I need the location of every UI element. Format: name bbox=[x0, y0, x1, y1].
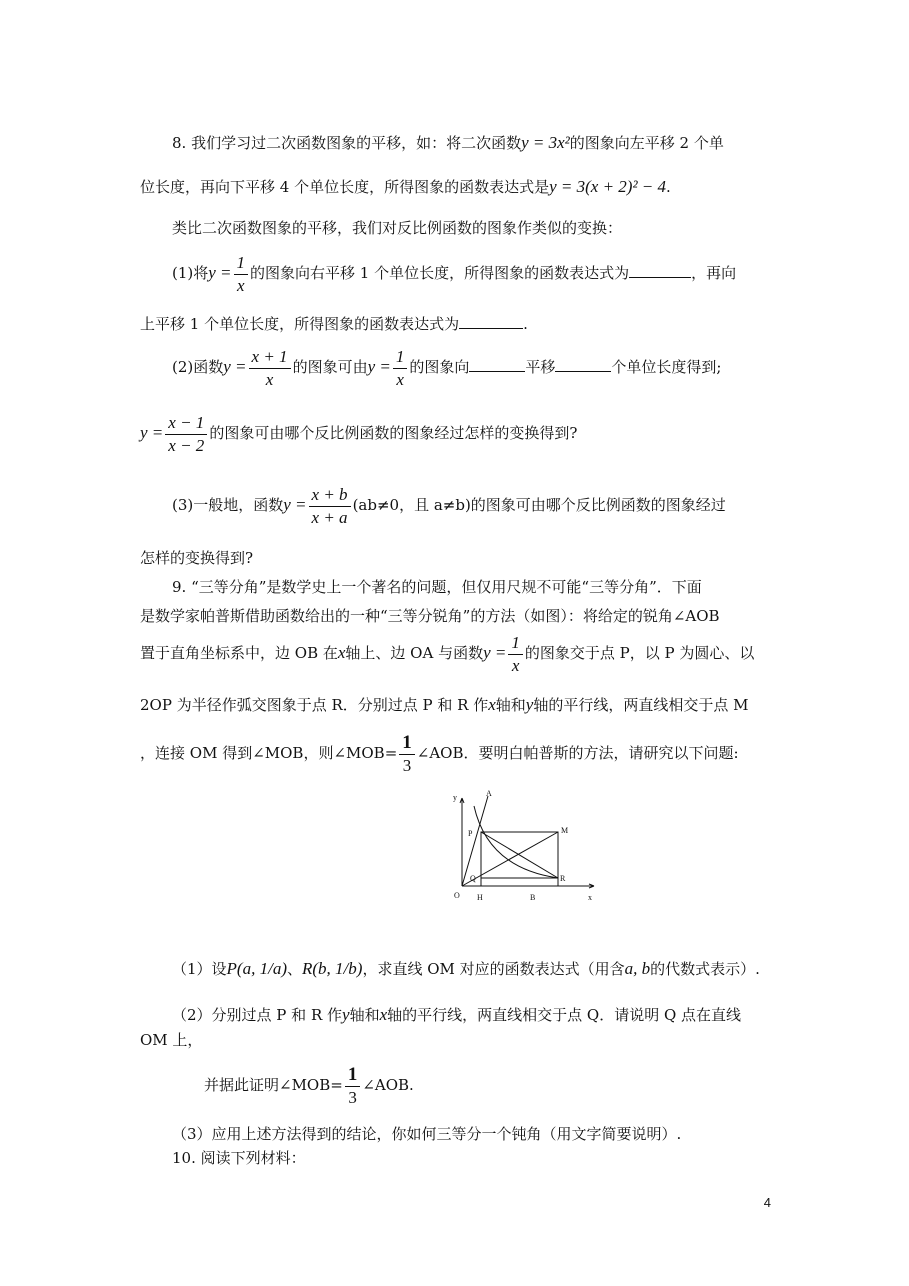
fraction-lhs: y = bbox=[483, 643, 507, 662]
q8-text: 8. 我们学习过二次函数图象的平移，如：将二次函数 bbox=[172, 134, 522, 152]
fraction-numerator: 1 bbox=[393, 346, 408, 369]
q8-text: 的图象可由 bbox=[292, 358, 368, 376]
q9-text: 轴的平行线，两直线相交于点 M bbox=[533, 696, 749, 714]
q9-text: ∠AOB. bbox=[362, 1076, 414, 1094]
fraction-lhs: y = bbox=[140, 423, 164, 442]
q8-part2-line1 bbox=[172, 342, 721, 392]
part-label: (2)函数 bbox=[172, 358, 224, 376]
fraction-denominator: x bbox=[511, 655, 520, 675]
equation: y = 3x² bbox=[521, 133, 570, 152]
q8-text: . bbox=[523, 315, 528, 333]
q8-part3-line1 bbox=[172, 480, 726, 530]
fraction-lhs: y = bbox=[283, 495, 307, 514]
q9-sub2-line2: OM 上， bbox=[140, 1031, 203, 1049]
q8-text: . bbox=[666, 178, 671, 196]
part-label: (1)将 bbox=[172, 264, 209, 282]
q9-text: 轴和 bbox=[495, 696, 526, 714]
fraction-numerator: x + b bbox=[309, 484, 351, 507]
answer-blank[interactable] bbox=[629, 263, 691, 278]
fraction-lhs: y = bbox=[367, 357, 391, 376]
q8-text: 个单位长度得到; bbox=[611, 358, 722, 376]
fraction-denominator: x bbox=[265, 369, 274, 389]
q8-text: ，再向 bbox=[691, 264, 737, 282]
fraction bbox=[508, 632, 523, 677]
label-h: H bbox=[477, 893, 483, 902]
axis-symbol: x bbox=[379, 1005, 388, 1024]
label-b: B bbox=[530, 893, 536, 902]
trisection-figure bbox=[448, 786, 602, 906]
answer-blank[interactable] bbox=[459, 314, 523, 329]
answer-blank[interactable] bbox=[469, 357, 525, 372]
fraction bbox=[309, 484, 351, 529]
q8-part3-line2: 怎样的变换得到? bbox=[140, 549, 254, 567]
q8-text: 的图象向右平移 1 个单位长度，所得图象的函数表达式为 bbox=[250, 264, 630, 282]
q9-text: 置于直角坐标系中，边 OB 在 bbox=[140, 644, 338, 662]
q9-text: 轴的平行线，两直线相交于点 Q．请说明 Q 点在直线 bbox=[387, 1006, 742, 1024]
q8-part2-line2 bbox=[140, 408, 577, 458]
fraction-numerator: x − 1 bbox=[165, 412, 207, 435]
fraction-lhs: y = bbox=[208, 263, 232, 282]
fraction-numerator: 1 bbox=[234, 252, 249, 275]
q9-line4 bbox=[140, 695, 748, 715]
q8-line2 bbox=[140, 177, 671, 197]
q8-text: (ab≠0，且 a≠b)的图象可由哪个反比例函数的图象经过 bbox=[352, 496, 726, 514]
q9-text: 并据此证明∠MOB= bbox=[204, 1076, 343, 1094]
fraction bbox=[249, 346, 291, 391]
axis-symbol: x bbox=[488, 695, 496, 714]
q9-sub1 bbox=[172, 946, 760, 992]
q9-text: 轴上、边 OA 与函数 bbox=[345, 644, 484, 662]
label-x: x bbox=[588, 893, 592, 902]
part-label: （1）设 bbox=[172, 960, 227, 978]
label-q: Q bbox=[470, 874, 476, 883]
q9-line5 bbox=[140, 720, 739, 786]
q8-text: 位长度，再向下平移 4 个单位长度，所得图象的函数表达式是 bbox=[140, 178, 550, 196]
q9-text: 的图象交于点 P，以 P 为圆心、以 bbox=[524, 644, 755, 662]
axis-symbol: y bbox=[342, 1005, 350, 1024]
q9-text: 的代数式表示）. bbox=[650, 960, 760, 978]
label-m: M bbox=[561, 826, 569, 835]
q8-part1-line1 bbox=[172, 248, 736, 298]
equation: y = 3(x + 2)² − 4 bbox=[549, 177, 667, 196]
q8-intro: 类比二次函数图象的平移，我们对反比例函数的图象作类似的变换： bbox=[172, 219, 623, 237]
fraction-denominator: x + a bbox=[311, 507, 348, 527]
q8-text: 的图象可由哪个反比例函数的图象经过怎样的变换得到? bbox=[209, 424, 578, 442]
q8-text: 平移 bbox=[525, 358, 556, 376]
label-y: y bbox=[453, 793, 457, 802]
fraction-denominator: x bbox=[237, 275, 245, 295]
q9-text: ∠AOB．要明白帕普斯的方法，请研究以下问题: bbox=[416, 744, 739, 762]
q8-line1 bbox=[172, 133, 724, 153]
q9-text: 、 bbox=[286, 960, 302, 978]
fraction bbox=[345, 1064, 361, 1109]
fraction bbox=[234, 252, 249, 297]
page-number: 4 bbox=[763, 1195, 771, 1210]
q9-line1: 9. “三等分角”是数学史上一个著名的问题，但仅用尺规不可能“三等分角”．下面 bbox=[172, 578, 702, 596]
q9-text: 2OP 为半径作弧交图象于点 R．分别过点 P 和 R 作 bbox=[140, 696, 489, 714]
q9-sub3: （3）应用上述方法得到的结论，你如何三等分一个钝角（用文字简要说明）. bbox=[172, 1125, 682, 1143]
fraction-denominator: x bbox=[396, 369, 404, 389]
label-o: O bbox=[454, 891, 460, 900]
q9-sub2-line3 bbox=[204, 1052, 414, 1118]
q9-line3 bbox=[140, 628, 754, 678]
fraction-denominator: 3 bbox=[348, 1087, 357, 1107]
label-r: R bbox=[560, 874, 566, 883]
axis-symbol: x bbox=[337, 643, 346, 662]
point-p: P(a, 1/a) bbox=[226, 959, 287, 978]
fraction-numerator: 1 bbox=[345, 1064, 361, 1087]
fraction-numerator: x + 1 bbox=[249, 346, 291, 369]
q8-text: 的图象向左平移 2 个单 bbox=[569, 134, 724, 152]
q8-part1-line2 bbox=[140, 314, 528, 334]
q9-line2: 是数学家帕普斯借助函数给出的一种“三等分锐角”的方法（如图）：将给定的锐角∠AOB bbox=[140, 607, 720, 625]
label-p: P bbox=[468, 829, 473, 838]
q8-text: 上平移 1 个单位长度，所得图象的函数表达式为 bbox=[140, 315, 460, 333]
q10-heading: 10. 阅读下列材料： bbox=[172, 1149, 306, 1167]
variables: a, b bbox=[624, 959, 651, 978]
part-label: （2）分别过点 P 和 R 作 bbox=[172, 1006, 343, 1024]
q9-sub2-line1 bbox=[172, 1005, 741, 1025]
q8-text: 的图象向 bbox=[409, 358, 470, 376]
axis-symbol: y bbox=[525, 695, 534, 714]
fraction-numerator: 1 bbox=[399, 732, 415, 755]
point-r: R(b, 1/b) bbox=[302, 959, 363, 978]
q9-text: 轴和 bbox=[349, 1006, 380, 1024]
fraction-denominator: 3 bbox=[402, 755, 412, 775]
fraction bbox=[165, 412, 207, 457]
part-label: (3)一般地，函数 bbox=[172, 496, 284, 514]
fraction-numerator: 1 bbox=[508, 632, 523, 655]
answer-blank[interactable] bbox=[555, 357, 611, 372]
fraction-denominator: x − 2 bbox=[168, 435, 205, 455]
fraction bbox=[393, 346, 408, 391]
fraction bbox=[399, 732, 415, 777]
q9-text: ，连接 OM 得到∠MOB，则∠MOB= bbox=[140, 744, 398, 762]
fraction-lhs: y = bbox=[223, 357, 247, 376]
hyperbola-curve bbox=[474, 806, 558, 878]
label-a: A bbox=[486, 789, 492, 798]
q9-text: ，求直线 OM 对应的函数表达式（用含 bbox=[362, 960, 625, 978]
